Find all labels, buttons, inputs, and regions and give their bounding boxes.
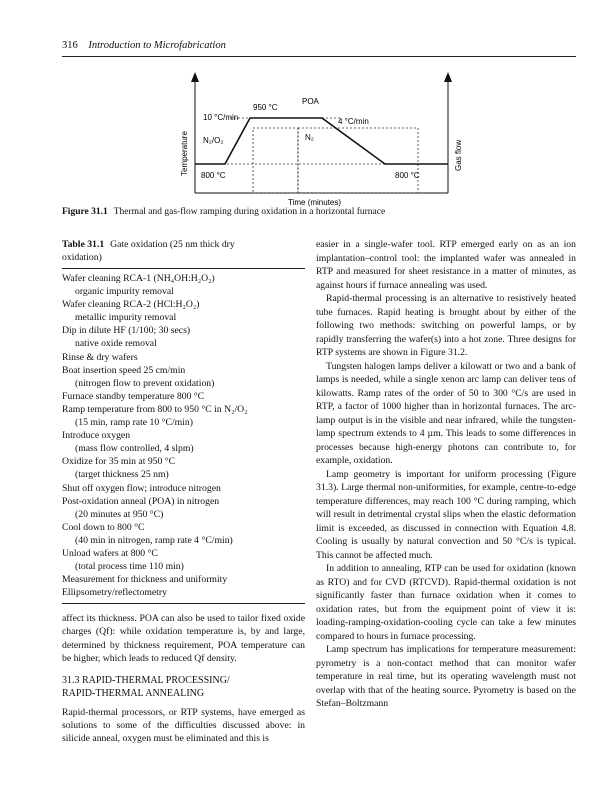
table-row: Introduce oxygen	[62, 430, 131, 442]
table-row: native oxide removal	[75, 338, 157, 350]
peak-temp-label: 950 °C	[253, 103, 278, 112]
start-temp-label: 800 °C	[201, 171, 226, 180]
table-row: Boat insertion speed 25 cm/min	[62, 364, 186, 376]
table-row: Measurement for thickness and uniformity	[62, 574, 228, 586]
ramp-up-label: 10 °C/min	[203, 113, 239, 122]
table-row: (40 min in nitrogen, ramp rate 4 °C/min)	[75, 534, 233, 546]
y-axis-arrow	[191, 72, 199, 82]
running-head	[62, 40, 574, 51]
table-row: (mass flow controlled, 4 slpm)	[75, 443, 194, 455]
end-temp-label: 800 °C	[395, 171, 420, 180]
right-axis-arrow	[444, 72, 452, 82]
gas-right-label: N₂	[305, 133, 314, 142]
table-row: Cool down to 800 °C	[62, 521, 145, 533]
section-heading	[62, 674, 305, 700]
temperature-gasflow-figure	[170, 68, 470, 208]
right-column	[316, 238, 576, 711]
right-paragraph-1: easier in a single-wafer tool. RTP emerged early on as an ion implantation–control tool: the implanted wafer was annealed in RTP and measured for sheet resistance in a matter of minutes, as against hours if furnace annealing was used.	[316, 239, 576, 291]
table-row: (20 minutes at 950 °C)	[75, 508, 164, 520]
table-row: Furnace standby temperature 800 °C	[62, 390, 205, 402]
right-paragraph-2: Rapid-thermal processing is an alternative to resistively heated tube furnaces. Rapid heating is brought about by either of the following two methods: switching on powerful lamps, or by rapidly transferring the wafer(s) into a hot zone. Three designs for RTP systems are shown in Figure 31.2.	[316, 293, 576, 358]
x-axis-label: Time (minutes)	[288, 198, 342, 207]
left-body-text	[62, 612, 305, 745]
right-axis-label: Gas flow	[454, 139, 463, 171]
table-row: organic impurity removal	[75, 286, 174, 298]
section-heading-line1: 31.3 RAPID-THERMAL PROCESSING/	[62, 674, 230, 686]
n2-flow-box	[298, 128, 418, 193]
left-column	[62, 238, 305, 745]
table-row: metallic impurity removal	[75, 312, 177, 324]
poa-label: POA	[302, 97, 319, 106]
right-paragraph-6: Lamp spectrum has implications for temperature measurement: pyrometry is a non-contact method that can monitor wafer temperature in real time, but its operating wavelength must not overlap with that of the heating source. Pyrometry is based on the Stefan–Boltzmann	[316, 644, 576, 709]
section-heading-line2: RAPID-THERMAL ANNEALING	[62, 687, 205, 699]
figure-caption	[62, 207, 576, 217]
figure-label: Figure 31.1	[62, 207, 108, 217]
temperature-profile	[195, 118, 448, 164]
table-row: (total process time 110 min)	[75, 561, 184, 573]
poa-box	[253, 128, 298, 193]
y-axis-label: Temperature	[180, 131, 189, 176]
table-row: Ellipsometry/reflectometry	[62, 587, 167, 599]
figure-caption-text: Thermal and gas-flow ramping during oxidation in a horizontal furnace	[113, 207, 386, 217]
header-rule	[62, 56, 576, 57]
ramp-down-label: 4 °C/min	[338, 117, 369, 126]
left-paragraph-2: Rapid-thermal processors, or RTP systems, have emerged as solutions to some of the difficulties discussed above: in silicide anneal, oxygen must be eliminated and this is	[62, 706, 305, 744]
table-bottom-rule	[62, 603, 305, 604]
table-row: Wafer cleaning RCA-2 (HCl:H₂O₂)	[62, 299, 200, 311]
table-row: Wafer cleaning RCA-1 (NH₄OH:H₂O₂)	[62, 273, 215, 284]
table-title-line2: oxidation)	[62, 252, 102, 263]
right-paragraph-3: Tungsten halogen lamps deliver a kilowatt or two and a bank of lamps is needed, while a single xenon arc lamp can deliver tens of kilowatts. Ramp rates of the order of 50 to 300 °C/s are used in RTP, a factor of 1000 higher than in horizontal furnaces. The arc-lamp output is in the visible and near infrared, while the tungsten-lamp spectrum extends to 4 µm. This leads to some differences in processes because high-energy photons can contribute to, for example, oxidation.	[316, 360, 576, 466]
page-number: 316	[62, 40, 78, 51]
table-row: Dip in dilute HF (1/100; 30 secs)	[62, 325, 191, 337]
table-row: Rinse & dry wafers	[62, 351, 138, 363]
table-row: Shut off oxygen flow; introduce nitrogen	[62, 482, 221, 494]
table-body	[62, 272, 305, 599]
table-label: Table 31.1	[62, 239, 105, 250]
table-row: Ramp temperature from 800 to 950 °C in N₂/O₂	[62, 403, 248, 415]
right-paragraph-4: Lamp geometry is important for uniform processing (Figure 31.3). Large thermal non-uniformities, for example, centre-to-edge temperature differences, may reach 100 °C during ramping, which will result in detrimental crystal slips when the elastic deformation limit is exceeded, as discussed in connection with Equation 4.8. Cooling is usually by natural convection and 50 °C/s is typical. This cannot be affected much.	[316, 468, 576, 561]
table-title	[62, 238, 305, 264]
table-row: (nitrogen flow to prevent oxidation)	[75, 377, 215, 389]
table-row: (target thickness 25 nm)	[75, 469, 169, 481]
table-row: (15 min, ramp rate 10 °C/min)	[75, 417, 193, 429]
table-title-line1: Gate oxidation (25 nm thick dry	[110, 239, 235, 250]
left-paragraph-1: affect its thickness. POA can also be used to tailor fixed oxide charges (Qf): while oxidation temperature is, by and large, determined by thickness requirement, POA temperature can be higher, which leads to reduced Qf density.	[62, 613, 305, 664]
gas-left-label: N₂/O₂	[203, 136, 224, 145]
running-title: Introduction to Microfabrication	[88, 40, 226, 51]
table-row: Post-oxidation anneal (POA) in nitrogen	[62, 495, 220, 507]
table-row: Oxidize for 35 min at 950 °C	[62, 456, 176, 468]
table-top-rule	[62, 268, 305, 269]
right-paragraph-5: In addition to annealing, RTP can be used for oxidation (known as RTO) and for CVD (RTCVD). Rapid-thermal oxidation is not significantly faster than furnace oxidation when it comes to oxidation rates, but from the equipment point of view it is: loading-ramping-oxidation-cooling cycle can take a few minutes compared to hours in furnace processing.	[316, 563, 576, 642]
table-row: Unload wafers at 800 °C	[62, 547, 158, 559]
